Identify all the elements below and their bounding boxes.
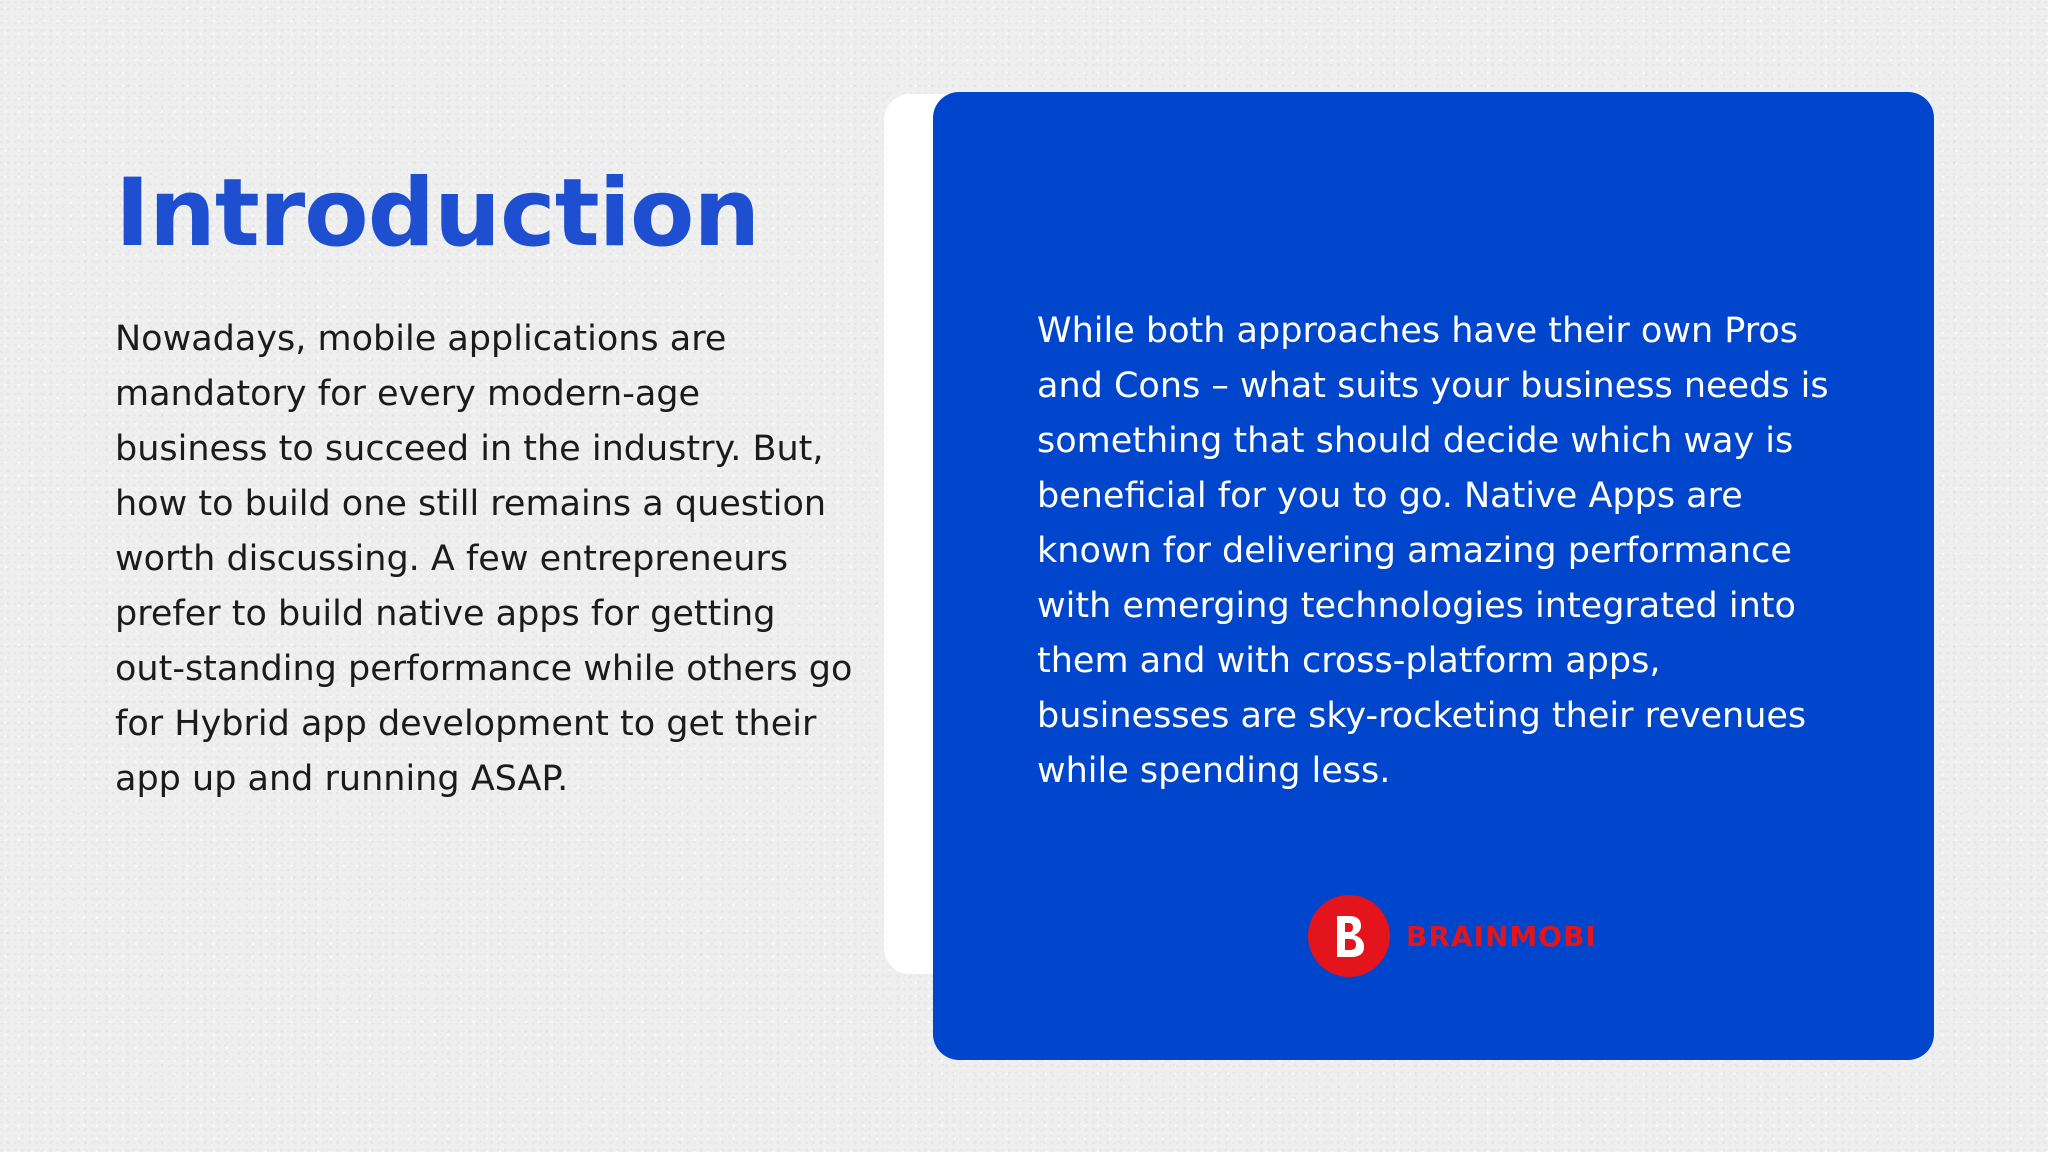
intro-paragraph: Nowadays, mobile applications are mandatory for every modern-age business to succeed in the industry. But, how to build one still remains a question worth discussing. A few entrepreneurs prefer to build native apps for getting out-standing performance while others go for Hybrid app development to get their app up and running ASAP. [115, 319, 853, 799]
highlight-card [933, 92, 1934, 1060]
brand-logo-text: BRAINMOBI [1406, 919, 1597, 953]
card-paragraph: While both approaches have their own Pros and Cons – what suits your business needs is something that should decide which way is beneficial for you to go. Native Apps are known for delivering amazing performance with emerging technologies integrated into them and with cross-platform apps, businesses are sky-rocketing their revenues while spending less. [1037, 311, 1829, 791]
page-title: Introduction [115, 159, 760, 268]
brand-logo [1308, 895, 1597, 977]
brainmobi-logo-icon [1308, 895, 1390, 977]
logo-b-glyph [1327, 910, 1371, 962]
